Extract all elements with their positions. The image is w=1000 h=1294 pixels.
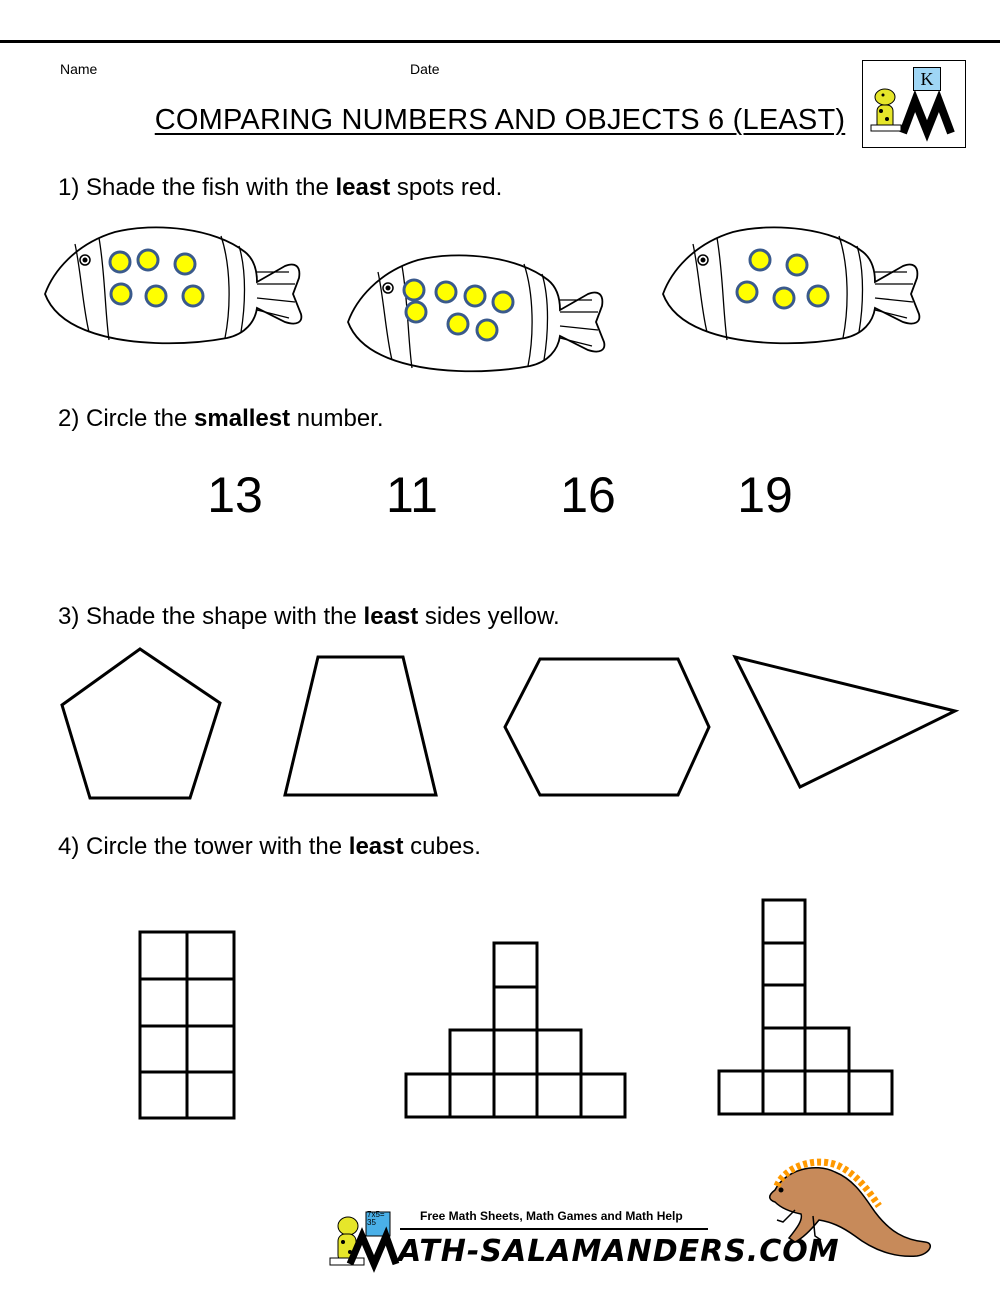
badge-letter: K [913, 67, 941, 91]
name-label: Name [60, 61, 98, 77]
tower-3[interactable] [719, 900, 892, 1114]
footer-tagline: Free Math Sheets, Math Games and Math Help [420, 1209, 683, 1223]
date-label: Date [410, 61, 440, 77]
question-1: 1) Shade the fish with the least spots red. [58, 174, 503, 201]
question-3: 3) Shade the shape with the least sides yellow. [58, 603, 560, 630]
salamander-icon [755, 1150, 955, 1290]
number-option-3[interactable]: 16 [560, 467, 616, 523]
tower-1[interactable] [140, 932, 234, 1118]
number-option-1[interactable]: 13 [207, 467, 263, 523]
mini-sum: 7x5= 35 [367, 1210, 385, 1227]
number-option-4[interactable]: 19 [737, 467, 793, 523]
number-option-2[interactable]: 11 [386, 467, 438, 523]
footer-brand: ATH-SALAMANDERS.COM [398, 1234, 840, 1269]
question-2: 2) Circle the smallest number. [58, 405, 384, 432]
page-title: COMPARING NUMBERS AND OBJECTS 6 (LEAST) [154, 104, 846, 136]
tower-2[interactable] [406, 943, 625, 1117]
question-4: 4) Circle the tower with the least cubes. [58, 833, 481, 860]
